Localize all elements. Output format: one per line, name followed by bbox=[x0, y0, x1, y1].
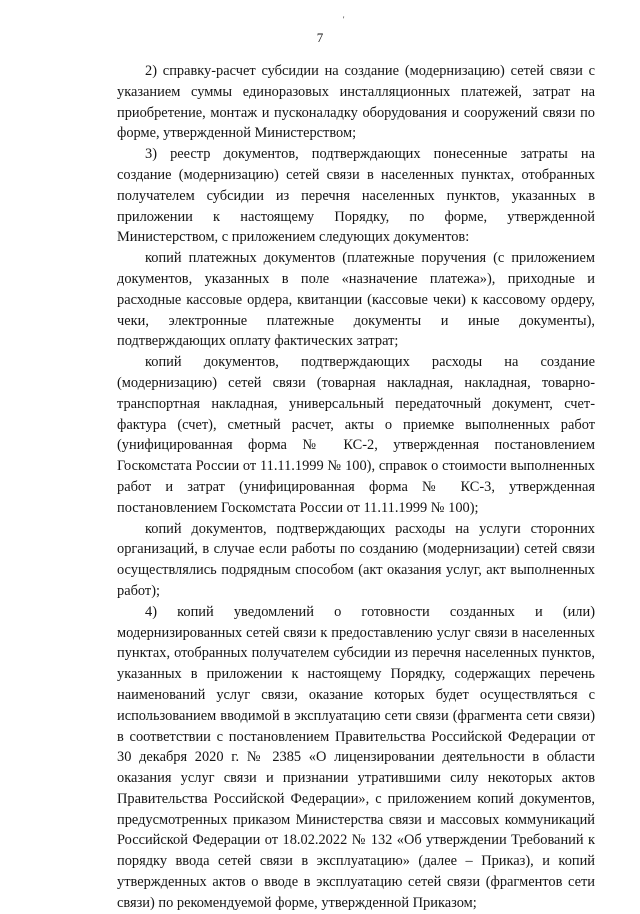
paragraph: копий платежных документов (платежные поручения (с приложением документов, указанных в поле «назначение платежа»), приходные и расходные кассовые ордера, квитанции (кассовые чеки) к кассовому ордеру, чеки, электронные платежные документы и иные документы), подтверждающих оплату фактических затрат; bbox=[117, 250, 595, 350]
scan-mark: ' bbox=[343, 15, 345, 24]
document-body bbox=[117, 61, 595, 914]
paragraph: копий документов, подтверждающих расходы на создание (модернизацию) сетей связи (товарная накладная, накладная, товарно-транспортная накладная, универсальный передаточный документ, счет-фактура (счет), сметный расчет, акты о приемке выполненных работ (унифицированная форма № КС-2, утвержденная постановлением Госкомстата России от 11.11.1999 № 100), справок о стоимости выполненных работ и затрат (унифицированная форма № КС-3, утвержденная постановлением Госкомстата России от 11.11.1999 № 100); bbox=[117, 354, 595, 516]
paragraph: 2) справку-расчет субсидии на создание (модернизацию) сетей связи с указанием суммы единоразовых инсталляционных платежей, затрат на приобретение, монтаж и пусконаладку оборудования и сооружений связи по форме, утвержденной Министерством; bbox=[117, 63, 595, 142]
paragraph: 4) копий уведомлений о готовности созданных и (или) модернизированных сетей связи к предоставлению услуг связи в населенных пунктах, отобранных получателем субсидии из перечня населенных пунктов, указанных в приложении к настоящему Порядку, содержащих перечень наименований услуг связи, оказание которых будет осуществляться с использованием вводимой в эксплуатацию сети связи (фрагмента сети связи) в соответствии с постановлением Правительства Российской Федерации от 30 декабря 2020 г. № 2385 «О лицензировании деятельности в области оказания услуг связи и признании утратившими силу некоторых актов Правительства Российской Федерации», с приложением копий документов, предусмотренных приказом Министерства связи и массовых коммуникаций Российской Федерации от 18.02.2022 № 132 «Об утверждении Требований к порядку ввода сетей связи в эксплуатацию» (далее – Приказ), и копий утвержденных актов о вводе в эксплуатацию сетей связи (фрагментов сети связи) по рекомендуемой форме, утвержденной Приказом; bbox=[117, 603, 595, 911]
page-number: 7 bbox=[316, 30, 324, 45]
paragraph: 3) реестр документов, подтверждающих понесенные затраты на создание (модернизацию) сетей связи в населенных пунктах, отобранных получателем субсидии из перечня населенных пунктов, указанных в приложении к настоящему Порядку, по форме, утвержденной Министерством, с приложением следующих документов: bbox=[117, 146, 595, 246]
paragraph: копий документов, подтверждающих расходы на услуги сторонних организаций, в случае если работы по созданию (модернизации) сетей связи осуществлялись подрядным способом (акт оказания услуг, акт выполненных работ); bbox=[117, 520, 595, 599]
